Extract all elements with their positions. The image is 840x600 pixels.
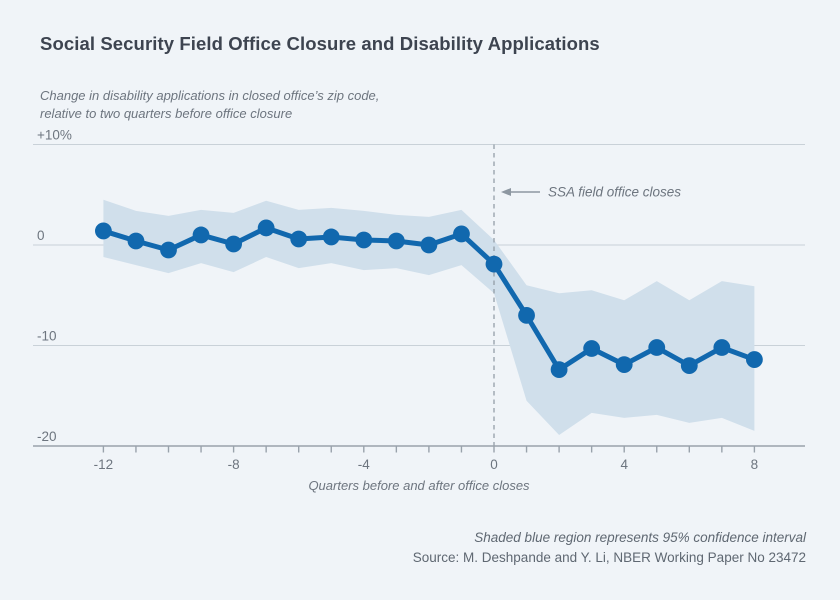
annotation-arrowhead-icon: [501, 188, 511, 196]
x-tick-label: -12: [93, 457, 114, 472]
data-point: [746, 351, 763, 368]
data-point: [323, 229, 340, 246]
footnote-confidence-interval: Shaded blue region represents 95% confidence interval: [474, 530, 806, 545]
chart-title: Social Security Field Office Closure and Disability Applications: [40, 33, 600, 54]
source-citation: Source: M. Deshpande and Y. Li, NBER Working Paper No 23472: [412, 549, 806, 565]
data-point: [95, 223, 112, 240]
data-point: [258, 220, 275, 237]
y-tick-label: +10%: [37, 127, 72, 143]
chart-footer: [413, 528, 806, 567]
x-tick-label: -4: [357, 457, 370, 472]
data-point: [453, 226, 470, 243]
data-point: [551, 361, 568, 378]
data-point: [388, 233, 405, 250]
data-point: [128, 233, 145, 250]
data-point: [648, 339, 665, 356]
chart-subtitle-line2: relative to two quarters before office closure: [40, 105, 293, 121]
data-point: [225, 236, 242, 253]
data-point: [681, 357, 698, 374]
x-axis-label: Quarters before and after office closes: [308, 478, 530, 493]
data-point: [193, 227, 210, 244]
y-tick-label: -10: [37, 328, 57, 344]
data-point: [421, 237, 438, 254]
data-point: [486, 256, 503, 273]
data-point: [616, 356, 633, 373]
x-tick-label: 8: [750, 457, 759, 472]
x-tick-label: -8: [227, 457, 240, 472]
data-point: [290, 231, 307, 248]
x-tick-label: 4: [620, 457, 628, 472]
y-tick-label: -20: [37, 429, 57, 444]
event-annotation-text: SSA field office closes: [548, 184, 682, 200]
data-point: [583, 340, 600, 357]
data-point: [160, 242, 177, 259]
chart-subtitle-line1: Change in disability applications in closed office’s zip code,: [40, 88, 380, 103]
data-point: [518, 307, 535, 324]
x-tick-label: 0: [490, 457, 498, 472]
y-tick-label: 0: [37, 228, 45, 243]
data-point: [355, 232, 372, 249]
data-point: [713, 339, 730, 356]
